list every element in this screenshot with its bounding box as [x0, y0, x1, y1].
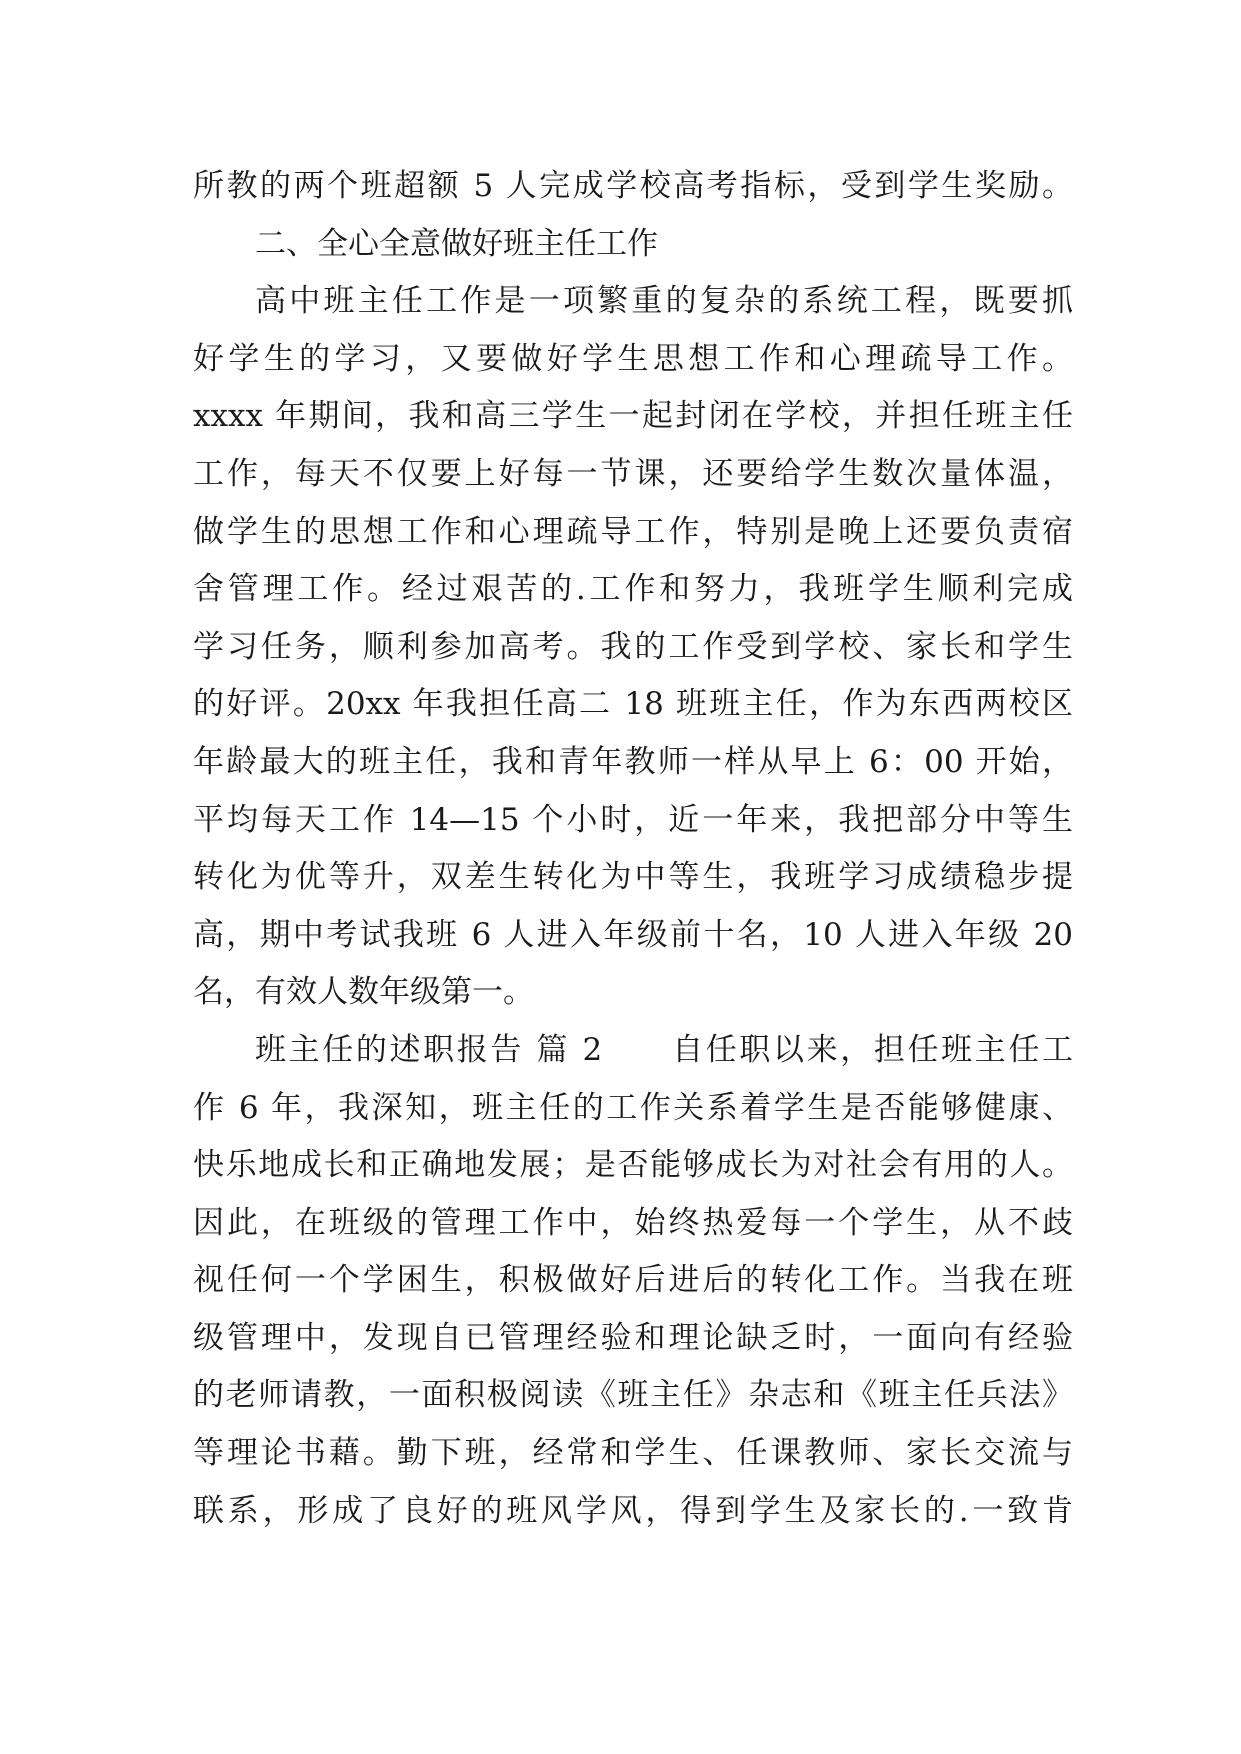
- text-line: xxxx 年期间，我和高三学生一起封闭在学校，并担任班主任: [193, 398, 1073, 435]
- text-line: 级管理中，发现自已管理经验和理论缺乏时，一面向有经验: [193, 1319, 1073, 1356]
- text-line: 做学生的思想工作和心理疏导工作，特别是晚上还要负责宿: [193, 513, 1073, 550]
- text-line: 舍管理工作。经过艰苦的.工作和努力，我班学生顺利完成: [193, 571, 1073, 608]
- text-line: 联系，形成了良好的班风学风，得到学生及家长的.一致肯: [193, 1492, 1073, 1529]
- text-line: 视任何一个学困生，积极做好后进后的转化工作。当我在班: [193, 1262, 1073, 1299]
- text-line: 好学生的学习，又要做好学生思想工作和心理疏导工作。: [193, 340, 1073, 377]
- text-line: 的老师请教，一面积极阅读《班主任》杂志和《班主任兵法》: [193, 1377, 1073, 1414]
- text-line: 高，期中考试我班 6 人进入年级前十名，10 人进入年级 20: [193, 916, 1073, 953]
- text-line: 的好评。20xx 年我担任高二 18 班班主任，作为东西两校区: [193, 686, 1073, 723]
- section-title-line: 班主任的述职报告 篇 2 自任职以来，担任班主任工: [255, 1031, 1073, 1068]
- text-line: 年龄最大的班主任，我和青年教师一样从早上 6：00 开始，: [193, 743, 1073, 780]
- text-line: 因此，在班级的管理工作中，始终热爱每一个学生，从不歧: [193, 1204, 1073, 1241]
- text-line: 平均每天工作 14—15 个小时，近一年来，我把部分中等生: [193, 801, 1073, 838]
- text-line: 高中班主任工作是一项繁重的复杂的系统工程，既要抓: [255, 283, 1073, 320]
- text-line: 等理论书藉。勤下班，经常和学生、任课教师、家长交流与: [193, 1435, 1073, 1472]
- text-line: 学习任务，顺利参加高考。我的工作受到学校、家长和学生: [193, 628, 1073, 665]
- section-heading: 二、全心全意做好班主任工作: [255, 225, 658, 262]
- text-line: 转化为优等升，双差生转化为中等生，我班学习成绩稳步提: [193, 859, 1073, 896]
- text-line: 作 6 年，我深知，班主任的工作关系着学生是否能够健康、: [193, 1089, 1073, 1126]
- text-line: 名，有效人数年级第一。: [193, 974, 534, 1011]
- body-text: [193, 158, 1073, 1540]
- text-line: 工作，每天不仅要上好每一节课，还要给学生数次量体温，: [193, 455, 1073, 492]
- text-line: 所教的两个班超额 5 人完成学校高考指标，受到学生奖励。: [193, 168, 1073, 204]
- text-line: 快乐地成长和正确地发展；是否能够成长为对社会有用的人。: [193, 1147, 1073, 1184]
